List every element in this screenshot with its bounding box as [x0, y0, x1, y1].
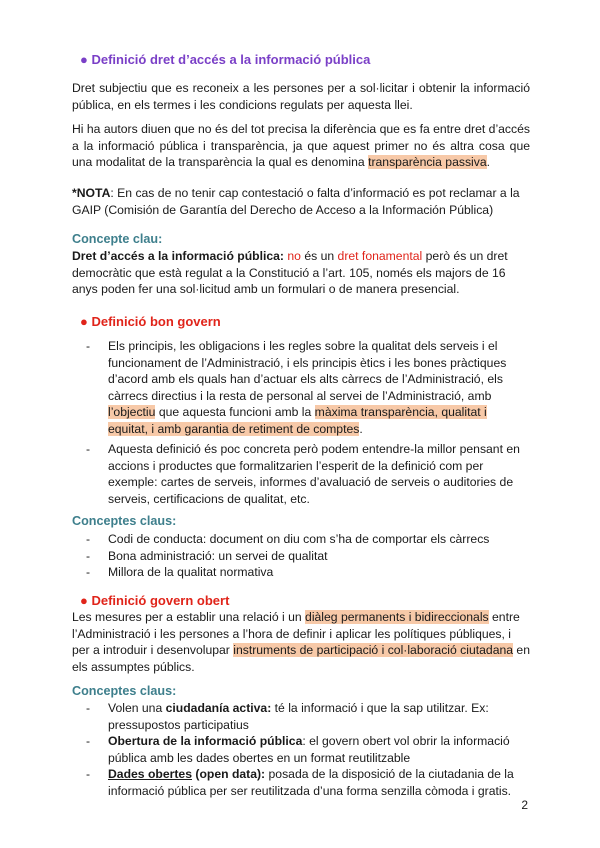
page-number: 2 — [521, 798, 528, 812]
p3-text-b: entre l’Administració i les persones a l’hora de definir i aplicar les polítiques públiques, i per a introduir i desenvolupar — [72, 610, 520, 657]
p2-end: . — [486, 155, 491, 169]
concepte-clau-title: Concepte clau: — [72, 232, 163, 246]
nota-label: *NOTA — [72, 186, 111, 200]
b1-text-a: Els principis, les obligacions i les regles sobre la qualitat dels serveis i el funcionament de l’Administració, i els principis ètics i les bones pràctiques d’acord amb els quals han d’actuar els alts càrrecs de l’Administració, els càrrecs directius i la resta de personal al servei de l’Administració, amb — [108, 339, 507, 403]
highlight-transparencia-passiva: transparència passiva — [368, 155, 487, 169]
paragraph-nota — [72, 185, 530, 218]
conceptes-claus-list-2 — [86, 700, 530, 799]
heading-dret-acces: ● Definició dret d’accés a la informació pública — [80, 52, 371, 67]
list-item — [86, 564, 530, 581]
i1-bold: ciudadanía activa: — [165, 701, 272, 715]
bullet-dash: - — [86, 339, 91, 353]
list-item — [86, 700, 530, 733]
i1-text-c: té la informació i que la sap utilitzar. Ex: pressupostos participatius — [108, 701, 489, 732]
concepte-no: no — [287, 249, 301, 263]
concepte-t2: però és un dret democràtic que està regulat a la Constitució a l’art. 105, només els majors de 16 anys poden fer una sol·licitud amb un formulari o de manera presencial. — [72, 249, 508, 296]
bullet-dash: - — [86, 734, 91, 748]
bullet-dash: - — [86, 442, 91, 456]
bullet-dash: - — [86, 767, 91, 781]
i3-underline: Dades obertes — [108, 767, 192, 781]
paragraph-govern-obert — [72, 609, 530, 675]
b1-text-b: que aquesta funcioni amb la — [155, 405, 315, 419]
concepte-dret-fonamental: dret fonamental — [337, 249, 423, 263]
i2-bold: Obertura de la informació pública — [108, 734, 303, 748]
i3-text-c: posada de la disposició de la ciutadania de la informació pública per ser reutilitzada d’una forma senzilla còmoda i gratis. — [108, 767, 514, 798]
p1-text: Dret subjectiu que es reconeix a les persones per a sol·licitar i obtenir la informació pública, en els termes i les condicions regulats per aquesta llei. — [72, 81, 530, 112]
bullet-dash: - — [86, 548, 91, 563]
heading-bon-govern: ● Definició bon govern — [80, 314, 221, 329]
bullet-bon-govern-1 — [86, 338, 530, 437]
list-item-text: Bona administració: un servei de qualitat — [108, 548, 328, 563]
concepte-t1: és un — [300, 249, 338, 263]
i1-text-a: Volen una — [108, 701, 166, 715]
i3-bold: (open data): — [192, 767, 266, 781]
list-item — [86, 548, 530, 565]
conceptes-claus-title-2: Conceptes claus: — [72, 684, 177, 698]
paragraph-autors — [72, 121, 530, 171]
bullet-dash: - — [86, 565, 91, 579]
p3-text-a: Les mesures per a establir una relació i un — [72, 610, 306, 624]
heading-govern-obert: ● Definició govern obert — [80, 593, 230, 608]
p3-text-c: en els assumptes públics. — [72, 643, 530, 674]
list-item — [86, 531, 530, 548]
highlight-instruments: instruments de participació i col·laboració ciutadana — [233, 643, 514, 657]
conceptes-claus-title: Conceptes claus: — [72, 514, 177, 528]
nota-text: : En cas de no tenir cap contestació o falta d’informació es pot reclamar a la GAIP (Comisión de Garantía del Derecho de Acceso a la Información Pública) — [72, 186, 520, 217]
paragraph-definicio-dret-acces — [72, 80, 530, 113]
list-item-text: Codi de conducta: document on diu com s’ha de comportar els càrrecs — [108, 532, 490, 546]
p2-text: Hi ha autors diuen que no és del tot precisa la diferència que es fa entre dret d’accés a la informació pública i transparència, ja que aquest primer no és altra cosa que una modalitat de la transparència la qual es denomina — [72, 122, 530, 169]
conceptes-claus-list — [86, 531, 530, 581]
bullet-dash: - — [86, 701, 91, 715]
bullet-bon-govern-2 — [86, 441, 530, 507]
i2-text-c: : el govern obert vol obrir la informació pública amb les dades obertes en un format reutilitzable — [108, 734, 510, 765]
highlight-dialeg: diàleg permanents i bidireccionals — [305, 610, 489, 624]
list-item — [86, 733, 530, 766]
list-item — [86, 766, 530, 799]
concepte-clau-paragraph — [72, 248, 530, 298]
concepte-term: Dret d’accés a la informació pública: — [72, 249, 284, 263]
highlight-maxima-transparencia: màxima transparència, qualitat i equitat, i amb garantia de retiment de comptes — [108, 405, 487, 436]
b2-text: Aquesta definició és poc concreta però podem entendre-la millor pensant en accions i productes que formalitzarien l’esperit de la definició com per exemple: cartes de serveis, informes d’avaluació de serveis o auditories de serveis, certificacions de qualitat, etc. — [108, 442, 520, 506]
bullet-dash: - — [86, 532, 91, 546]
highlight-objectiu: l’objectiu — [108, 405, 156, 419]
b1-end: . — [359, 421, 363, 436]
list-item-text: Millora de la qualitat normativa — [108, 565, 274, 579]
